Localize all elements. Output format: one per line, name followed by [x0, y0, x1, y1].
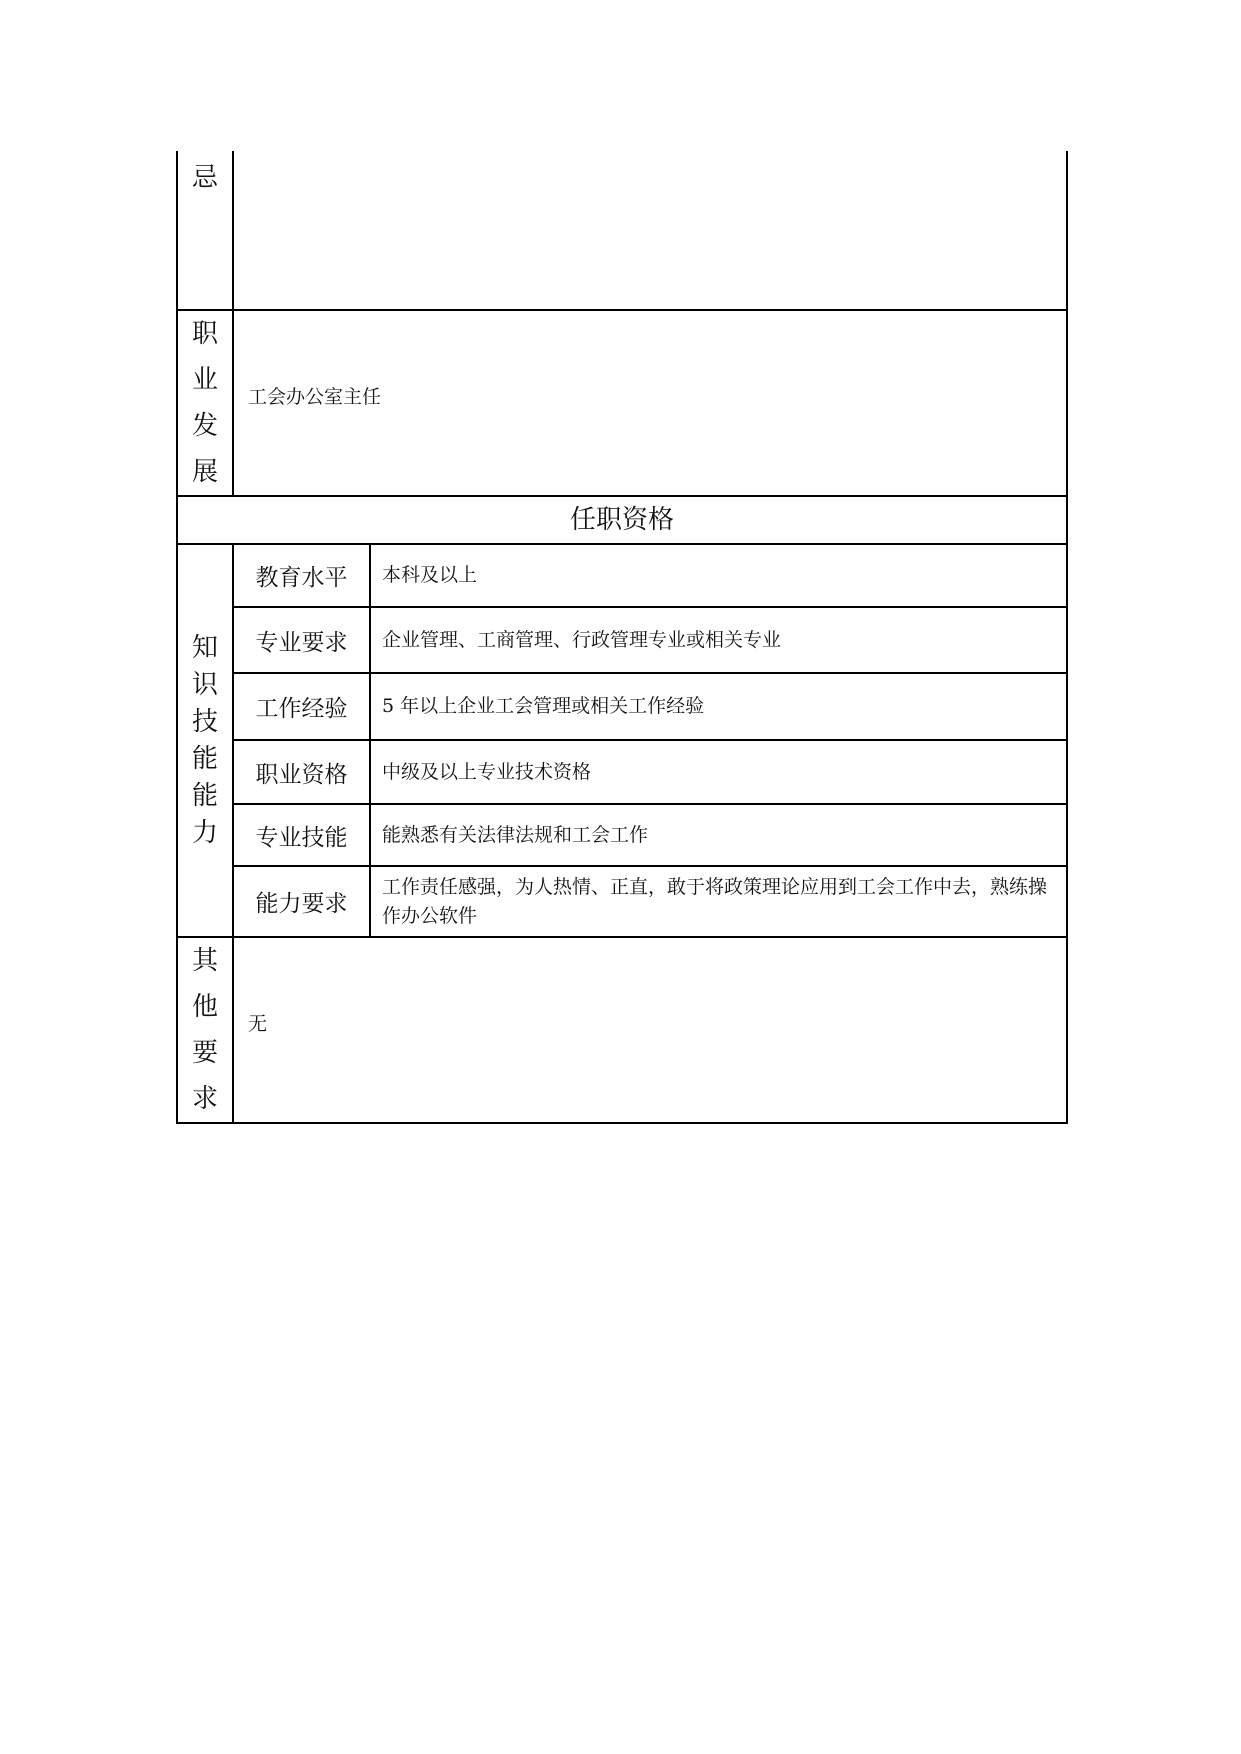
knowledge-item	[234, 674, 1066, 741]
knowledge-item-label: 能力要求	[234, 867, 371, 936]
career-label-char: 展	[191, 457, 218, 487]
other-requirements-row	[176, 938, 1068, 1124]
knowledge-item-label: 专业技能	[234, 805, 371, 865]
knowledge-item-value: 工作责任感强，为人热情、正直，敢于将政策理论应用到工会工作中去，熟练操作办公软件	[382, 875, 1048, 927]
knowledge-item-label: 教育水平	[234, 545, 371, 606]
career-label-char: 业	[191, 365, 218, 395]
knowledge-label-char: 力	[191, 817, 218, 848]
job-description-table	[176, 151, 1068, 1124]
knowledge-item-value: 能熟悉有关法律法规和工会工作	[382, 823, 649, 846]
knowledge-item-value: 本科及以上	[382, 564, 478, 586]
knowledge-label-cell	[178, 545, 234, 936]
career-row	[176, 311, 1068, 497]
knowledge-item-value: 企业管理、工商管理、行政管理专业或相关专业	[382, 628, 782, 651]
knowledge-item	[234, 805, 1066, 867]
knowledge-item-label: 工作经验	[234, 674, 371, 739]
knowledge-item-value: 5 年以上企业工会管理或相关工作经验	[382, 695, 705, 717]
knowledge-label-char: 能	[191, 780, 218, 811]
knowledge-item	[234, 741, 1066, 805]
knowledge-item	[234, 608, 1066, 674]
career-label-char: 职	[191, 319, 218, 349]
taboo-row	[176, 151, 1068, 311]
knowledge-item-label: 专业要求	[234, 608, 371, 672]
other-label-char: 求	[191, 1084, 218, 1114]
other-value: 无	[248, 1013, 268, 1035]
other-label-char: 其	[191, 946, 218, 976]
knowledge-item-value: 中级及以上专业技术资格	[382, 760, 592, 783]
other-label-cell	[178, 938, 234, 1122]
qualification-header-row	[176, 497, 1068, 545]
knowledge-label-char: 能	[191, 743, 218, 774]
taboo-label-char: 忌	[191, 163, 218, 193]
career-value: 工会办公室主任	[248, 386, 382, 408]
knowledge-label-char: 识	[191, 669, 218, 700]
knowledge-item	[234, 867, 1066, 936]
knowledge-label-char: 知	[191, 632, 218, 663]
career-label-cell	[178, 311, 234, 495]
qualification-title: 任职资格	[569, 505, 674, 535]
career-label-char: 发	[191, 411, 218, 441]
knowledge-items	[234, 545, 1066, 936]
knowledge-label-char: 技	[191, 706, 218, 737]
knowledge-item	[234, 545, 1066, 608]
taboo-label-cell	[178, 151, 234, 309]
knowledge-row	[176, 545, 1068, 938]
knowledge-item-label: 职业资格	[234, 741, 371, 803]
other-label-char: 他	[191, 992, 218, 1022]
other-label-char: 要	[191, 1038, 218, 1068]
